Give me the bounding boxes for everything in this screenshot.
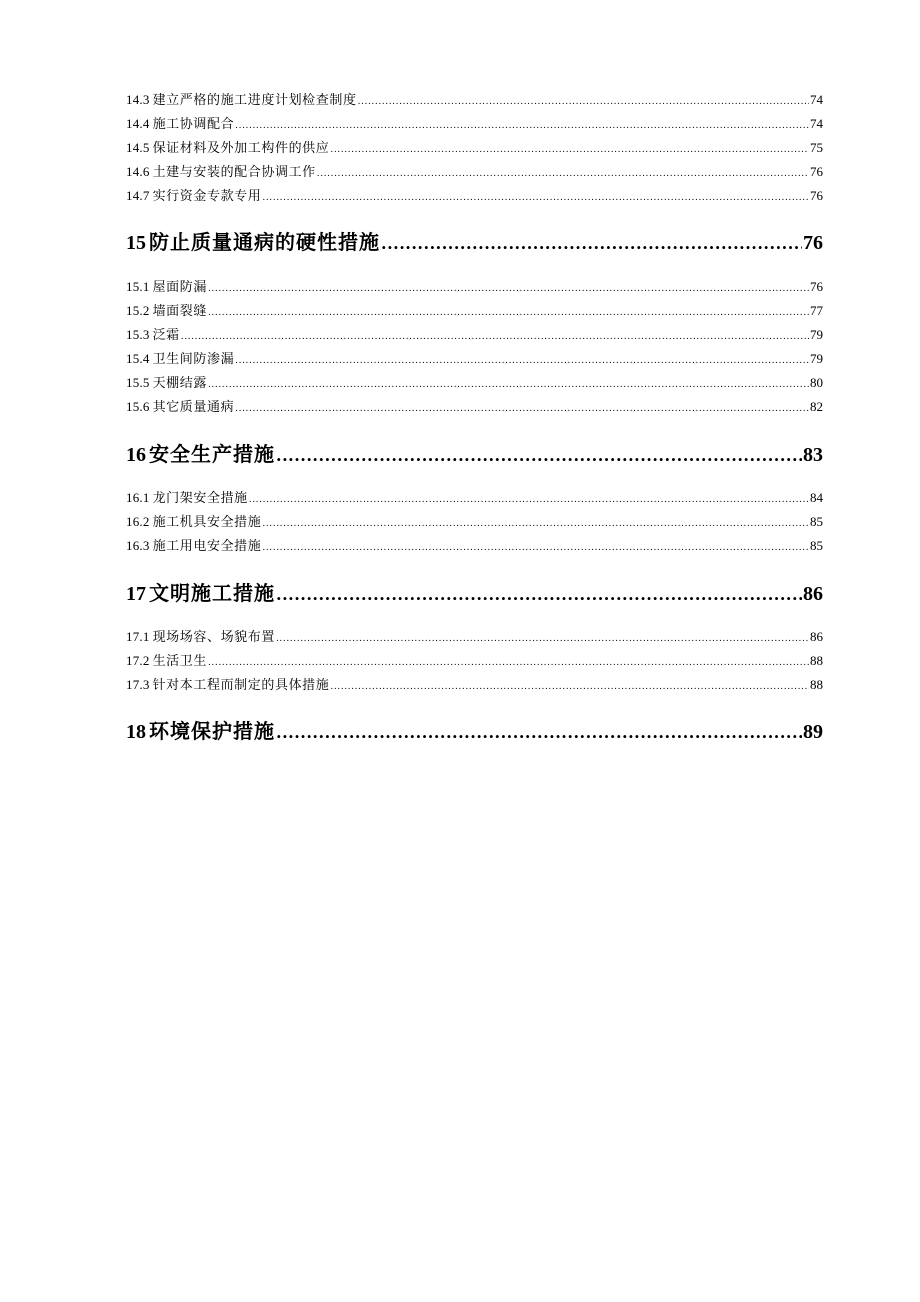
toc-entry-title: 屋面防漏 [152, 280, 207, 295]
toc-entry-15-5[interactable] [126, 374, 823, 392]
toc-entry-16-3[interactable] [126, 537, 823, 555]
dot-leader [235, 116, 809, 135]
toc-entry-number: 16.3 [126, 538, 150, 553]
dot-leader [262, 514, 809, 533]
toc-entry-page: 88 [810, 653, 823, 668]
toc-chapter-number: 17 [126, 583, 146, 605]
toc-entry-number: 15.1 [126, 279, 150, 294]
toc-entry-page: 75 [810, 140, 823, 155]
toc-chapter-17[interactable] [126, 579, 823, 607]
toc-entry-number: 15.2 [126, 303, 150, 318]
toc-entry-title: 土建与安装的配合协调工作 [152, 165, 316, 180]
dot-leader [208, 375, 809, 394]
toc-chapter-page: 83 [803, 444, 823, 466]
toc-chapter-18[interactable] [126, 717, 823, 745]
toc-entry-number: 17.2 [126, 653, 150, 668]
toc-entry-title: 针对本工程而制定的具体措施 [152, 678, 330, 693]
toc-entry-page: 82 [810, 399, 823, 414]
dot-leader [249, 490, 809, 509]
toc-entry-title: 施工用电安全措施 [152, 539, 262, 554]
toc-entry-15-3[interactable] [126, 326, 823, 344]
toc-entry-page: 76 [810, 279, 823, 294]
toc-entry-14-4[interactable] [126, 115, 823, 133]
toc-entry-page: 74 [810, 92, 823, 107]
dot-leader [208, 303, 809, 322]
toc-entry-number: 14.6 [126, 164, 150, 179]
toc-entry-17-3[interactable] [126, 676, 823, 694]
toc-entry-number: 14.7 [126, 188, 150, 203]
toc-entry-17-1[interactable] [126, 628, 823, 646]
dot-leader [330, 677, 809, 696]
dot-leader [276, 579, 802, 609]
toc-entry-14-6[interactable] [126, 163, 823, 181]
toc-chapter-number: 18 [126, 721, 146, 743]
dot-leader [262, 188, 809, 207]
toc-entry-number: 14.3 [126, 92, 150, 107]
toc-entry-number: 16.1 [126, 490, 150, 505]
dot-leader [330, 140, 809, 159]
toc-entry-page: 86 [810, 629, 823, 644]
toc-entry-title: 现场场容、场貌布置 [152, 630, 275, 645]
dot-leader [276, 440, 802, 470]
toc-entry-title: 实行资金专款专用 [152, 189, 262, 204]
dot-leader [381, 228, 802, 258]
toc-entry-15-2[interactable] [126, 302, 823, 320]
toc-entry-number: 17.1 [126, 629, 150, 644]
toc-entry-title: 天棚结露 [152, 376, 207, 391]
toc-entry-14-5[interactable] [126, 139, 823, 157]
toc-entry-title: 施工协调配合 [152, 117, 235, 132]
toc-entry-title: 龙门架安全措施 [152, 491, 248, 506]
toc-entry-number: 15.4 [126, 351, 150, 366]
toc-entry-page: 80 [810, 375, 823, 390]
toc-entry-number: 16.2 [126, 514, 150, 529]
toc-entry-number: 17.3 [126, 677, 150, 692]
dot-leader [317, 164, 809, 183]
toc-chapter-page: 89 [803, 721, 823, 743]
toc-entry-15-6[interactable] [126, 398, 823, 416]
toc-entry-title: 泛霜 [152, 328, 180, 343]
dot-leader [235, 399, 809, 418]
dot-leader [262, 538, 809, 557]
toc-entry-number: 15.3 [126, 327, 150, 342]
toc-entry-number: 14.5 [126, 140, 150, 155]
toc-entry-16-1[interactable] [126, 489, 823, 507]
toc-entry-number: 15.5 [126, 375, 150, 390]
toc-entry-title: 建立严格的施工进度计划检查制度 [152, 93, 357, 108]
toc-chapter-number: 16 [126, 444, 146, 466]
toc-entry-17-2[interactable] [126, 652, 823, 670]
toc-entry-15-1[interactable] [126, 278, 823, 296]
toc-entry-page: 79 [810, 327, 823, 342]
toc-entry-number: 15.6 [126, 399, 150, 414]
toc-entry-title: 生活卫生 [152, 654, 207, 669]
toc-entry-page: 79 [810, 351, 823, 366]
toc-chapter-page: 86 [803, 583, 823, 605]
toc-entry-title: 墙面裂缝 [152, 304, 207, 319]
toc-entry-title: 保证材料及外加工构件的供应 [152, 141, 330, 156]
toc-entry-title: 卫生间防渗漏 [152, 352, 235, 367]
toc-entry-16-2[interactable] [126, 513, 823, 531]
toc-chapter-title: 文明施工措施 [149, 581, 275, 605]
toc-entry-page: 88 [810, 677, 823, 692]
toc-chapter-title: 防止质量通病的硬性措施 [149, 230, 380, 254]
toc-entry-page: 74 [810, 116, 823, 131]
toc-chapter-15[interactable] [126, 228, 823, 256]
toc-chapter-number: 15 [126, 232, 146, 254]
toc-chapter-title: 安全生产措施 [149, 442, 275, 466]
dot-leader [181, 327, 809, 346]
dot-leader [276, 629, 809, 648]
toc-chapter-page: 76 [803, 232, 823, 254]
toc-entry-14-7[interactable] [126, 187, 823, 205]
toc-entry-title: 其它质量通病 [152, 400, 235, 415]
toc-entry-15-4[interactable] [126, 350, 823, 368]
toc-entry-title: 施工机具安全措施 [152, 515, 262, 530]
dot-leader [276, 717, 802, 747]
toc-entry-14-3[interactable] [126, 91, 823, 109]
toc-entry-page: 76 [810, 188, 823, 203]
toc-chapter-16[interactable] [126, 440, 823, 468]
dot-leader [235, 351, 809, 370]
toc-entry-page: 85 [810, 514, 823, 529]
dot-leader [208, 653, 809, 672]
toc-chapter-title: 环境保护措施 [149, 719, 275, 743]
toc-entry-page: 77 [810, 303, 823, 318]
toc-entry-page: 76 [810, 164, 823, 179]
toc-entry-page: 84 [810, 490, 823, 505]
dot-leader [358, 92, 809, 111]
toc-entry-page: 85 [810, 538, 823, 553]
dot-leader [208, 279, 809, 298]
toc-entry-number: 14.4 [126, 116, 150, 131]
